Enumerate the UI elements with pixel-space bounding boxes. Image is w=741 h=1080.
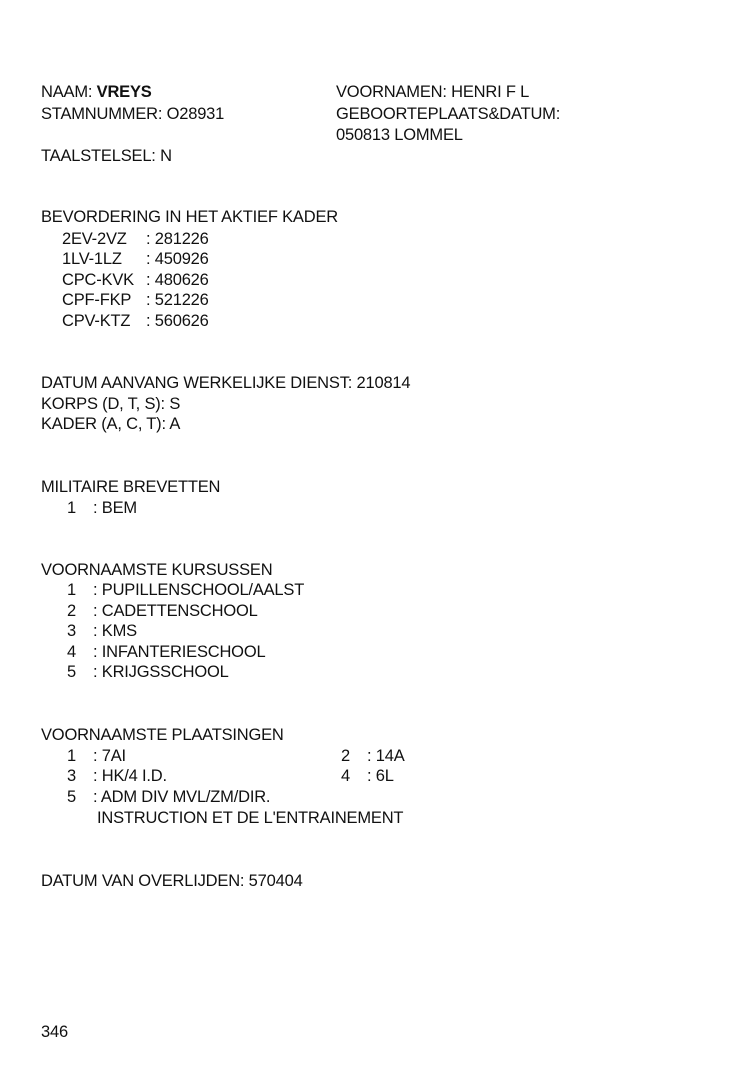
rank-code: 2EV-2VZ [62,230,127,248]
stamnummer: STAMNUMMER: O28931 [41,105,225,123]
item-number: 1 [67,581,76,599]
plaatsing-continuation: INSTRUCTION ET DE L'ENTRAINEMENT [97,809,404,827]
bevordering-row [62,249,209,269]
plaatsing-item [341,766,394,786]
kursus-item [67,601,258,621]
rank-date: : 521226 [146,291,209,309]
plaatsingen-title: VOORNAAMSTE PLAATSINGEN [41,726,284,744]
item-number: 5 [67,663,76,681]
item-text: : 7AI [93,747,126,765]
bevordering-row [62,290,209,310]
item-text: : KMS [93,622,137,640]
plaatsing-item [341,746,405,766]
plaatsing-item [67,766,167,786]
item-number: 3 [67,767,76,785]
geboorte-label: GEBOORTEPLAATS&DATUM: [336,105,561,123]
geboorte-value: 050813 LOMMEL [336,126,463,144]
rank-date: : 560626 [146,312,209,330]
rank-date: : 281226 [146,230,209,248]
rank-date: : 480626 [146,271,209,289]
voornamen: VOORNAMEN: HENRI F L [336,83,530,101]
taalstelsel: TAALSTELSEL: N [41,147,172,165]
kursus-item [67,662,229,682]
item-text: : 14A [367,747,405,765]
item-text: : KRIJGSSCHOOL [93,663,229,681]
rank-code: CPF-FKP [62,291,132,309]
datum-overlijden: DATUM VAN OVERLIJDEN: 570404 [41,872,303,890]
item-text: : CADETTENSCHOOL [93,602,258,620]
kader: KADER (A, C, T): A [41,415,181,433]
item-text: : HK/4 I.D. [93,767,167,785]
bevordering-row [62,270,209,290]
item-number: 1 [67,499,76,517]
item-text: : 6L [367,767,394,785]
rank-code: CPC-KVK [62,271,134,289]
kursus-item [67,621,137,641]
item-number: 4 [341,767,350,785]
item-text: : PUPILLENSCHOOL/AALST [93,581,305,599]
kursus-item [67,580,304,600]
item-text: : ADM DIV MVL/ZM/DIR. [93,788,271,806]
item-number: 5 [67,788,76,806]
item-number: 2 [67,602,76,620]
datum-aanvang: DATUM AANVANG WERKELIJKE DIENST: 210814 [41,374,411,392]
item-number: 3 [67,622,76,640]
item-number: 1 [67,747,76,765]
naam-value: VREYS [96,83,152,101]
brevetten-title: MILITAIRE BREVETTEN [41,478,221,496]
plaatsing-item [67,787,270,807]
naam-line [41,82,152,102]
naam-label: NAAM: [41,83,93,101]
item-number: 4 [67,643,76,661]
rank-code: CPV-KTZ [62,312,131,330]
korps: KORPS (D, T, S): S [41,395,181,413]
page-number: 346 [41,1023,68,1041]
kursus-item [67,642,265,662]
item-text: : BEM [93,499,137,517]
rank-code: 1LV-1LZ [62,250,122,268]
rank-date: : 450926 [146,250,209,268]
item-number: 2 [341,747,350,765]
bevordering-title: BEVORDERING IN HET AKTIEF KADER [41,208,338,226]
item-text: : INFANTERIESCHOOL [93,643,266,661]
bevordering-row [62,311,209,331]
kursussen-title: VOORNAAMSTE KURSUSSEN [41,561,273,579]
brevet-item [67,498,137,518]
bevordering-row [62,229,209,249]
plaatsing-item [67,746,126,766]
